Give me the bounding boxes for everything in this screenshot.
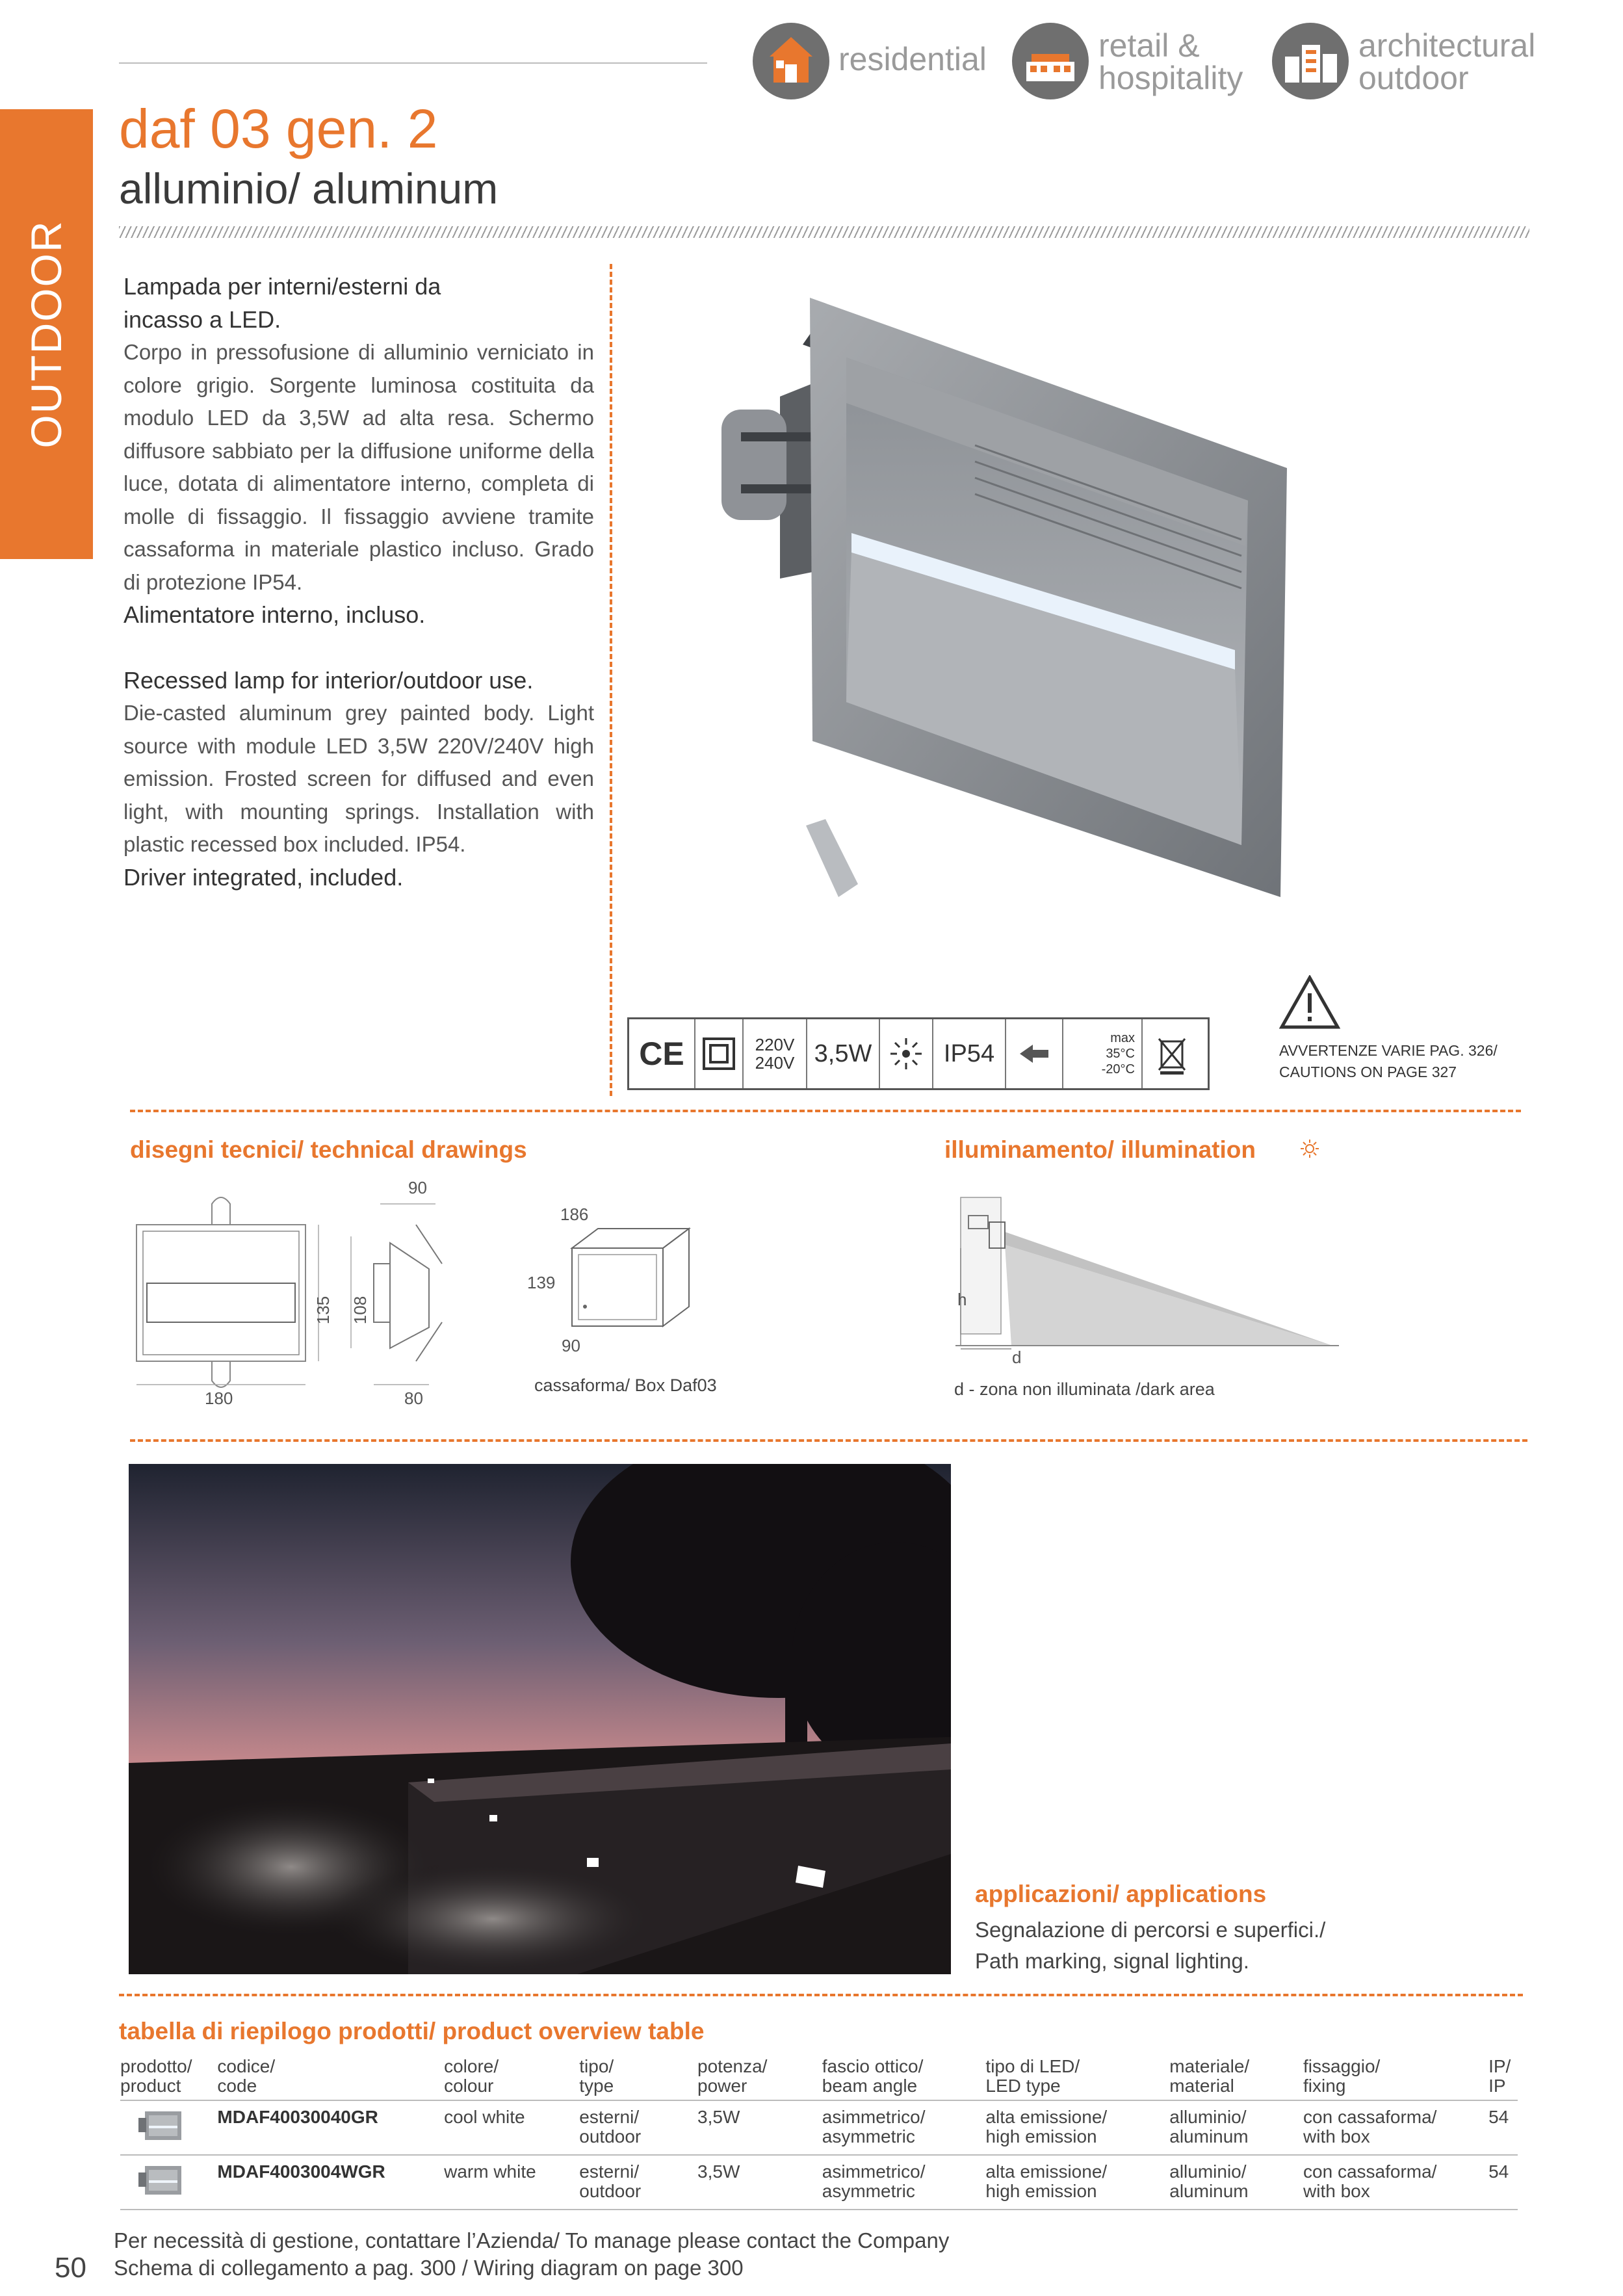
certification-bar [627,1017,1210,1090]
weee-bin-icon [1143,1019,1201,1088]
application-photo [129,1464,951,1974]
row-2-material: alluminio/ aluminum [1169,2155,1303,2210]
dim-box-bottom: 90 [562,1336,580,1355]
illumination-d-label: d [1012,1348,1022,1367]
led-icon [880,1019,933,1088]
class-ii-icon [695,1019,744,1088]
illumination-title: illuminamento/ illumination [944,1136,1256,1163]
segment-retail-label-1: retail & [1098,27,1200,64]
th-beam: fascio ottico/ beam angle [822,2054,986,2100]
th-code: codice/ code [217,2054,444,2100]
voltage-1: 220V [755,1035,795,1054]
section-divider-1 [130,1110,1521,1112]
power-badge: 3,5W [807,1019,880,1088]
desc-it-lead: Lampada per interni/esterni da incasso a LED. [123,273,441,333]
row-2-type: esterni/ outdoor [579,2155,697,2210]
segment-residential-label: residential [838,41,987,77]
dim-side-top: 90 [408,1178,427,1197]
row-1-type: esterni/ outdoor [579,2100,697,2155]
table-header-row [120,2054,1518,2100]
dim-box-top: 186 [560,1205,589,1224]
temp-max: 35°C [1106,1047,1135,1061]
warning-triangle-icon [1279,975,1340,1033]
row-1-ip: 54 [1488,2100,1518,2155]
row-1-material: alluminio/ aluminum [1169,2100,1303,2155]
table-row [120,2155,1518,2210]
row-2-colour: warm white [444,2155,579,2210]
dim-side-height: 108 [350,1296,370,1325]
warning-line-1: AVVERTENZE VARIE PAG. 326/ [1279,1042,1498,1059]
front-side-drawing [130,1178,468,1412]
applications-line-1: Segnalazione di percorsi e superfici./ [975,1918,1326,1942]
temp-max-label: max [1110,1031,1135,1045]
section-divider-3 [119,1994,1523,1996]
th-type: tipo/ type [579,2054,697,2100]
warning-line-2: CAUTIONS ON PAGE 327 [1279,1063,1457,1080]
table-row [120,2100,1518,2155]
th-ip: IP/ IP [1488,2054,1518,2100]
dim-front-height: 135 [313,1296,333,1325]
row-1-led: alta emissione/ high emission [985,2100,1169,2155]
row-2-beam: asimmetrico/ asymmetric [822,2155,986,2210]
sun-icon [1300,1139,1319,1162]
retail-icon [1012,23,1089,99]
desc-it-body: Corpo in pressofusione di alluminio verniciato in colore grigio. Sorgente luminosa costituita da modulo LED da 3,5W ad alta resa. Schermo diffusore sabbiato per la diffusione uniforme della luce, dotata di alimentatore interno, completa di molle di fissaggio. Il fissaggio avviene tramite cassaforma in materiale plastico incluso. Grado di protezione IP54. [123,340,594,594]
row-1-beam: asimmetrico/ asymmetric [822,2100,986,2155]
footer-line-2: Schema di collegamento a pag. 300 / Wiring diagram on page 300 [114,2256,744,2280]
box-drawing [565,1222,695,1339]
temperature-badge [1063,1019,1143,1088]
segment-architectural-label-2: outdoor [1358,60,1469,96]
product-thumbnail [120,2100,217,2155]
technical-drawings-title: disegni tecnici/ technical drawings [130,1136,527,1163]
voltage-badge [744,1019,807,1088]
box-caption: cassaforma/ Box Daf03 [534,1376,717,1395]
row-2-power: 3,5W [697,2155,822,2210]
dim-front-width: 180 [205,1389,233,1408]
applications-title: applicazioni/ applications [975,1881,1267,1907]
applications-line-2: Path marking, signal lighting. [975,1949,1249,1973]
architectural-icon [1272,23,1349,99]
row-2-led: alta emissione/ high emission [985,2155,1169,2210]
product-overview-table [120,2054,1518,2210]
section-divider-2 [130,1439,1527,1442]
footer-text [114,2227,949,2282]
outdoor-side-tab [0,109,93,559]
page-number: 50 [55,2252,86,2284]
desc-en-lead: Recessed lamp for interior/outdoor use. [123,666,534,694]
illumination-caption: d - zona non illuminata /dark area [954,1379,1215,1399]
desc-en-driver: Driver integrated, included. [123,863,404,891]
overview-table-title: tabella di riepilogo prodotti/ product overview table [119,2018,705,2044]
row-1-colour: cool white [444,2100,579,2155]
row-2-ip: 54 [1488,2155,1518,2210]
th-product: prodotto/ product [120,2054,217,2100]
illumination-h-label: h [957,1290,967,1309]
product-thumbnail [120,2155,217,2210]
row-2-fixing: con cassaforma/ with box [1303,2155,1488,2210]
product-image [702,286,1300,910]
dim-side-bottom: 80 [404,1389,423,1408]
footer-line-1: Per necessità di gestione, contattare l’Azienda/ To manage please contact the Company [114,2228,950,2252]
th-power: potenza/ power [697,2054,822,2100]
desc-it-driver: Alimentatore interno, incluso. [123,601,426,628]
row-1-power: 3,5W [697,2100,822,2155]
voltage-2: 240V [755,1053,795,1073]
residential-icon [753,23,829,99]
row-2-code: MDAF4003004WGR [217,2155,444,2210]
vertical-divider [610,264,612,1096]
hatch-divider [119,226,1529,238]
row-1-code: MDAF40030040GR [217,2100,444,2155]
warning-text [1279,1040,1498,1083]
row-1-fixing: con cassaforma/ with box [1303,2100,1488,2155]
ce-mark: CE [629,1019,695,1088]
recessed-arrow-icon [1006,1019,1063,1088]
side-tab-label: OUTDOOR [22,220,70,449]
product-subtitle: alluminio/ aluminum [119,164,499,213]
segment-retail-label-2: hospitality [1098,60,1243,96]
th-led: tipo di LED/ LED type [985,2054,1169,2100]
dim-box-left: 139 [527,1273,556,1292]
th-fixing: fissaggio/ fixing [1303,2054,1488,2100]
product-title: daf 03 gen. 2 [119,98,438,159]
header-rule [119,62,707,64]
illumination-diagram [942,1183,1345,1352]
th-material: materiale/ material [1169,2054,1303,2100]
applications-text [975,1914,1325,1977]
ip-badge: IP54 [933,1019,1006,1088]
description [123,270,594,894]
desc-en-body: Die-casted aluminum grey painted body. Light source with module LED 3,5W 220V/240V high emission. Frosted screen for diffused and even light, with mounting springs. Installation with plastic recessed box included. IP54. [123,701,594,856]
segment-architectural-label-1: architectural [1358,27,1536,64]
th-colour: colore/ colour [444,2054,579,2100]
temp-min: -20°C [1101,1062,1135,1076]
